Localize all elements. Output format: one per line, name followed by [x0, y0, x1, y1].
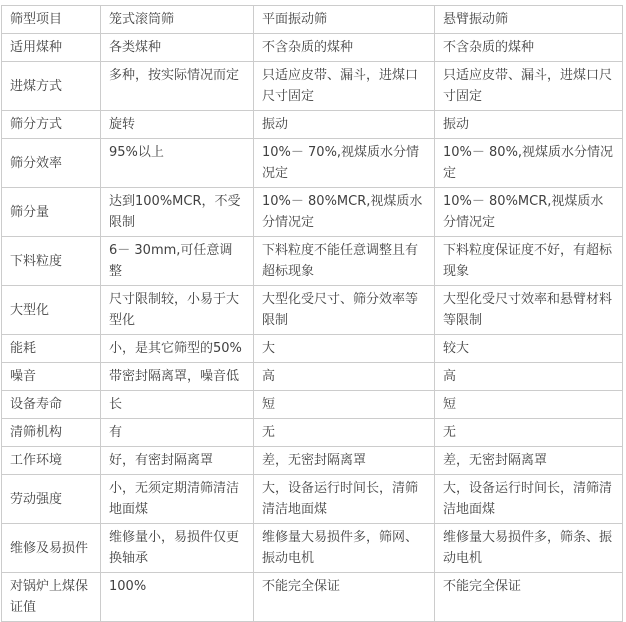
value-cell: 尺寸限制较，小易于大型化 — [101, 286, 254, 335]
value-cell: 维修量大易损件多，筛条、振动电机 — [435, 524, 623, 573]
value-cell: 多种，按实际情况而定 — [101, 62, 254, 111]
value-cell: 较大 — [435, 335, 623, 363]
column-header-cage-drum-screen: 笼式滚筒筛 — [101, 6, 254, 34]
row-label-cell: 筛分量 — [2, 188, 101, 237]
row-label-cell: 适用煤种 — [2, 34, 101, 62]
table-header — [2, 6, 623, 34]
value-cell: 达到100%MCR，不受限制 — [101, 188, 254, 237]
row-label-cell: 下料粒度 — [2, 237, 101, 286]
value-cell: 高 — [435, 363, 623, 391]
screen-type-comparison-table — [1, 5, 623, 622]
value-cell: 高 — [254, 363, 435, 391]
table-row — [2, 139, 623, 188]
row-label-cell: 进煤方式 — [2, 62, 101, 111]
table-row — [2, 524, 623, 573]
table-row — [2, 447, 623, 475]
header-row — [2, 6, 623, 34]
value-cell: 10%－ 80%,视煤质水分情况定 — [435, 139, 623, 188]
value-cell: 6－ 30mm,可任意调整 — [101, 237, 254, 286]
value-cell: 大，设备运行时间长，清筛清洁地面煤 — [254, 475, 435, 524]
value-cell: 大型化受尺寸、筛分效率等限制 — [254, 286, 435, 335]
column-header-item: 筛型项目 — [2, 6, 101, 34]
value-cell: 10%－ 80%MCR,视煤质水分情况定 — [435, 188, 623, 237]
row-label-cell: 维修及易损件 — [2, 524, 101, 573]
value-cell: 下料粒度不能任意调整且有超标现象 — [254, 237, 435, 286]
row-label-cell: 筛分效率 — [2, 139, 101, 188]
table-row — [2, 286, 623, 335]
table-row — [2, 419, 623, 447]
value-cell: 好，有密封隔离罩 — [101, 447, 254, 475]
value-cell: 不能完全保证 — [254, 573, 435, 622]
value-cell: 带密封隔离罩，噪音低 — [101, 363, 254, 391]
value-cell: 无 — [435, 419, 623, 447]
row-label-cell: 大型化 — [2, 286, 101, 335]
row-label-cell: 劳动强度 — [2, 475, 101, 524]
value-cell: 短 — [435, 391, 623, 419]
row-label-cell: 工作环境 — [2, 447, 101, 475]
value-cell: 95%以上 — [101, 139, 254, 188]
table-row — [2, 111, 623, 139]
value-cell: 短 — [254, 391, 435, 419]
value-cell: 有 — [101, 419, 254, 447]
value-cell: 不含杂质的煤种 — [435, 34, 623, 62]
value-cell: 旋转 — [101, 111, 254, 139]
row-label-cell: 筛分方式 — [2, 111, 101, 139]
table-row — [2, 363, 623, 391]
value-cell: 无 — [254, 419, 435, 447]
column-header-cantilever-vibrating-screen: 悬臂振动筛 — [435, 6, 623, 34]
value-cell: 不含杂质的煤种 — [254, 34, 435, 62]
value-cell: 小，是其它筛型的50% — [101, 335, 254, 363]
value-cell: 维修量大易损件多，筛网、振动电机 — [254, 524, 435, 573]
value-cell: 只适应皮带、漏斗，进煤口尺寸固定 — [435, 62, 623, 111]
table-row — [2, 335, 623, 363]
value-cell: 大 — [254, 335, 435, 363]
table-row — [2, 237, 623, 286]
value-cell: 振动 — [435, 111, 623, 139]
value-cell: 只适应皮带、漏斗，进煤口尺寸固定 — [254, 62, 435, 111]
value-cell: 下料粒度保证度不好，有超标现象 — [435, 237, 623, 286]
row-label-cell: 能耗 — [2, 335, 101, 363]
value-cell: 振动 — [254, 111, 435, 139]
table-row — [2, 475, 623, 524]
table-row — [2, 188, 623, 237]
value-cell: 差，无密封隔离罩 — [435, 447, 623, 475]
row-label-cell: 噪音 — [2, 363, 101, 391]
value-cell: 10%－ 80%MCR,视煤质水分情况定 — [254, 188, 435, 237]
value-cell: 大，设备运行时间长，清筛清洁地面煤 — [435, 475, 623, 524]
value-cell: 长 — [101, 391, 254, 419]
value-cell: 差，无密封隔离罩 — [254, 447, 435, 475]
value-cell: 100% — [101, 573, 254, 622]
row-label-cell: 对锅炉上煤保证值 — [2, 573, 101, 622]
table-row — [2, 391, 623, 419]
column-header-flat-vibrating-screen: 平面振动筛 — [254, 6, 435, 34]
value-cell: 各类煤种 — [101, 34, 254, 62]
value-cell: 维修量小，易损件仅更换轴承 — [101, 524, 254, 573]
table-row — [2, 34, 623, 62]
value-cell: 小，无须定期清筛清洁地面煤 — [101, 475, 254, 524]
row-label-cell: 设备寿命 — [2, 391, 101, 419]
table-body — [2, 34, 623, 622]
table-row — [2, 573, 623, 622]
row-label-cell: 清筛机构 — [2, 419, 101, 447]
value-cell: 大型化受尺寸效率和悬臂材料等限制 — [435, 286, 623, 335]
value-cell: 10%－ 70%,视煤质水分情况定 — [254, 139, 435, 188]
table-row — [2, 62, 623, 111]
value-cell: 不能完全保证 — [435, 573, 623, 622]
